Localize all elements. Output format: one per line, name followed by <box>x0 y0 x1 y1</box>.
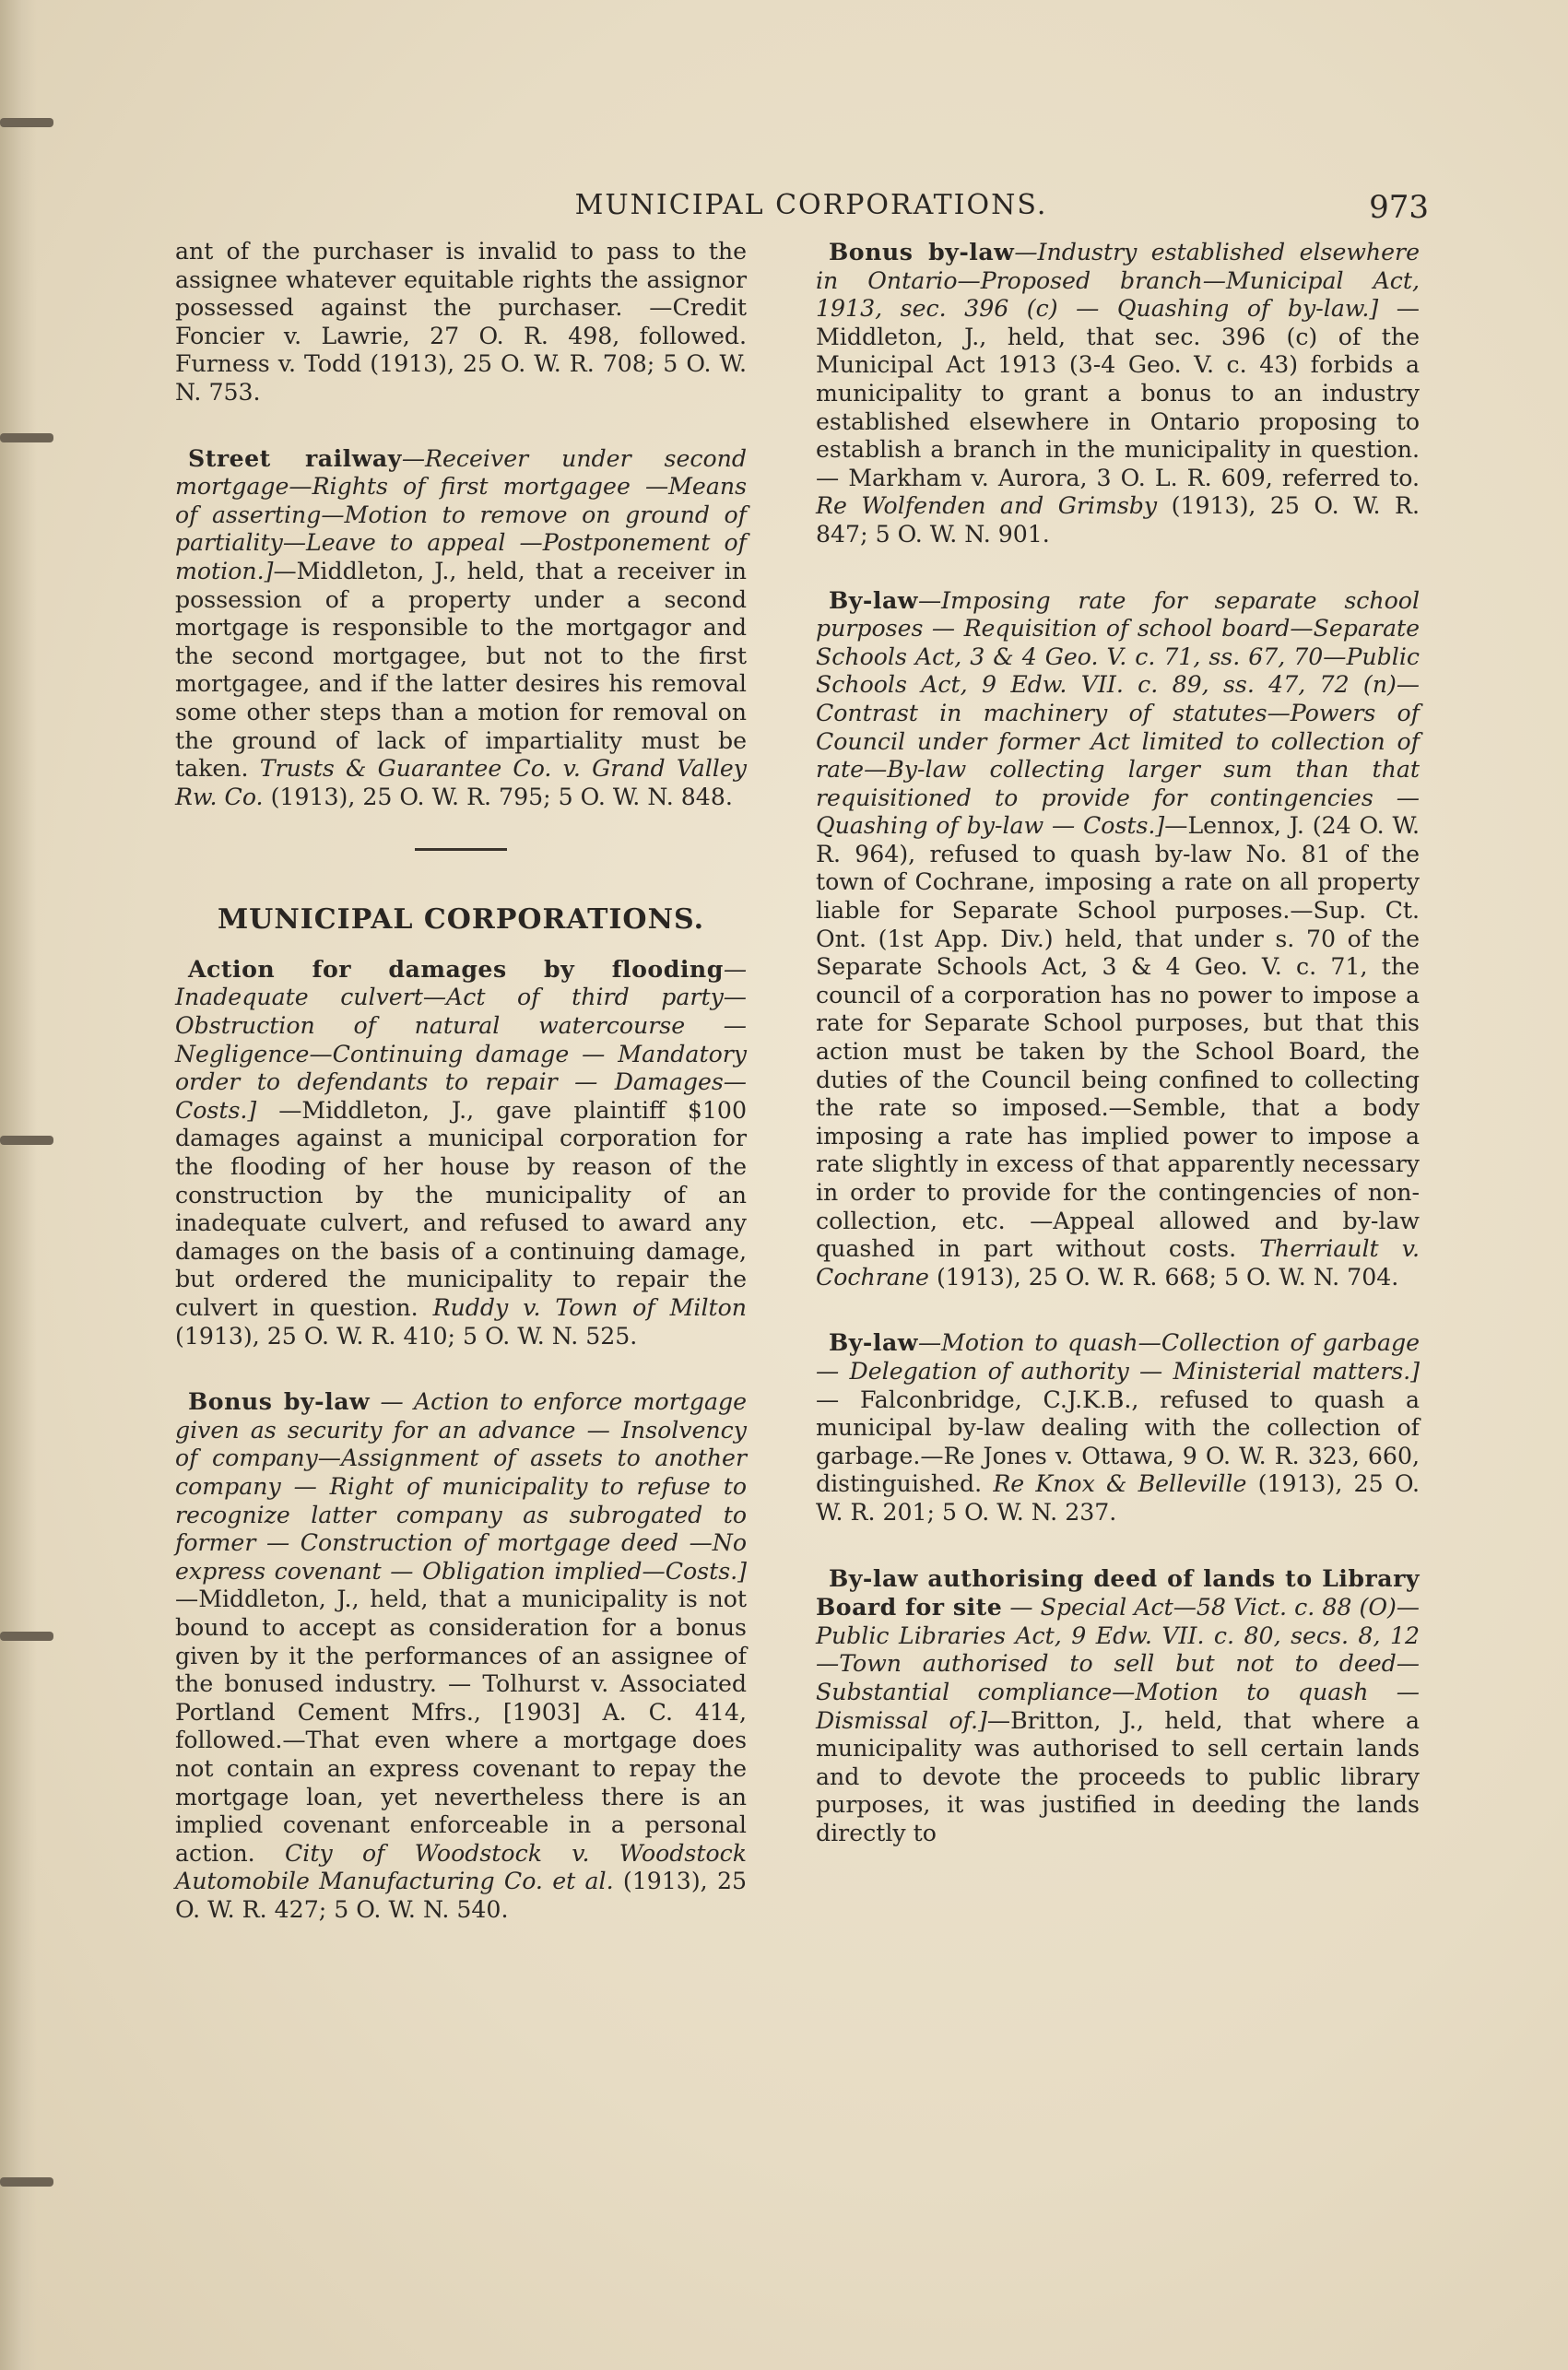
right-column <box>816 238 1420 1884</box>
case-name: Therriault v. Cochrane <box>816 1235 1420 1291</box>
case-citation: (1913), 25 O. W. R. 847; 5 O. W. N. 901. <box>816 492 1420 548</box>
page-number: 973 <box>1369 189 1429 226</box>
binding-stitch <box>0 433 53 442</box>
entry-body: — Middleton, J., held, that sec. 396 (c) of the Municipal Act 1913 (3-4 Geo. V. c. 43) forbids a municipality to grant a bonus to an industry established elsewhere in Ontario proposing to establish a branch in the municipality in question. — Markham v. Aurora, 3 O. L. R. 609, referred to. <box>816 295 1420 491</box>
case-citation: (1913), 25 O. W. R. 410; 5 O. W. N. 525. <box>175 1322 638 1350</box>
entry-subject: —Motion to quash—Collection of garbage — Delegation of authority — Ministerial matters.] <box>816 1329 1420 1385</box>
case-citation: (1913), 25 O. W. R. 201; 5 O. W. N. 237. <box>816 1470 1420 1526</box>
entry-text: ant of the purchaser is invalid to pass to the assignee whatever equitable rights the assignor possessed against the purchaser. —Credit Foncier v. Lawrie, 27 O. R. 498, followed. Furness v. Todd (1913), 25 O. W. R. 708; 5 O. W. N. 753. <box>175 238 747 406</box>
binding-stitch <box>0 118 53 127</box>
binding-stitch <box>0 2177 53 2187</box>
entry-subject: — Special Act—58 Vict. c. 88 (O)—Public Libraries Act, 9 Edw. VII. c. 80, secs. 8, 12—Town authorised to sell but not to deed—Substantial compliance—Motion to quash —Dismissal of.] <box>816 1594 1420 1734</box>
entry-subject: —Imposing rate for separate school purposes — Requisition of school board—Separate Schools Act, 3 & 4 Geo. V. c. 71, ss. 67, 70—Public Schools Act, 9 Edw. VII. c. 89, ss. 47, 72 (n)—Contrast in machinery of statutes—Powers of Council under former Act limited to collection of rate—By-law collecting larger sum than that requisitioned to provide for contingencies — Quashing of by-law — Costs.] <box>816 586 1420 840</box>
entry-subject: — Action to enforce mortgage given as security for an advance — Insolvency of company—Assignment of assets to another company — Right of municipality to refuse to recognize latter company as subrogated to former — Construction of mortgage deed —No express covenant — Obligation implied—Costs.] <box>175 1388 747 1585</box>
case-name: Ruddy v. Town of Milton <box>432 1294 748 1321</box>
entry-bonus-bylaw-industry <box>816 238 1420 549</box>
entry-action-for-damages <box>175 955 747 1350</box>
entry-subject: —Inadequate culvert—Act of third party—Obstruction of natural watercourse — Negligence—Continuing damage — Mandatory order to defendants to repair — Damages—Costs.] <box>175 955 747 1124</box>
entry-body: —Middleton, J., held, that a receiver in possession of a property under a second mortgage is responsible to the mortgagor and the second mortgagee, but not to the first mortgagee, and if the latter desires his removal some other steps than a motion for removal on the ground of lack of impartiality must be taken. <box>175 557 747 783</box>
book-binding <box>0 0 37 2370</box>
entry-heading: Street railway <box>188 443 402 472</box>
entry-subject: —Industry established elsewhere in Ontario—Proposed branch—Municipal Act, 1913, sec. 396 (c) — Quashing of by-law.] <box>816 239 1420 323</box>
case-citation: (1913), 25 O. W. R. 795; 5 O. W. N. 848. <box>270 783 733 810</box>
entry-bylaw-garbage <box>816 1328 1420 1527</box>
entry-heading: By-law <box>829 1328 918 1357</box>
case-citation: (1913), 25 O. W. R. 427; 5 O. W. N. 540. <box>175 1868 747 1923</box>
case-name: Trusts & Guarantee Co. v. Grand Valley Rw. Co. <box>175 755 747 810</box>
running-head: MUNICIPAL CORPORATIONS. <box>574 189 1048 221</box>
entry-body: —Lennox, J. (24 O. W. R. 964), refused to quash by-law No. 81 of the town of Cochrane, imposing a rate on all property liable for Separate School purposes.—Sup. Ct. Ont. (1st App. Div.) held, that under s. 70 of the Separate Schools Act, 3 & 4 Geo. V. c. 71, the council of a corporation has no power to impose a rate for Separate School purposes, but that this action must be taken by the School Board, the duties of the Council being confined to collecting the rate so imposed.—Semble, that a body imposing a rate has implied power to impose a rate slightly in excess of that apparently necessary in order to provide for the contingencies of non-collection, etc. —Appeal allowed and by-law quashed in part without costs. <box>816 812 1421 1263</box>
entry-bylaw-separate-school-rate <box>816 586 1420 1292</box>
left-column <box>175 238 747 1961</box>
entry-body: — Falconbridge, C.J.K.B., refused to quash a municipal by-law dealing with the collection of garbage.—Re Jones v. Ottawa, 9 O. W. R. 323, 660, distinguished. <box>816 1385 1420 1498</box>
entry-subject: —Receiver under second mortgage—Rights of first mortgagee —Means of asserting—Motion to remove on ground of partiality—Leave to appeal —Postponement of motion.] <box>175 444 747 584</box>
section-divider <box>415 848 507 851</box>
entry-body: —Middleton, J., held, that a municipality is not bound to accept as consideration for a bonus given by it the performances of an assignee of the bonused industry. — Tolhurst v. Associated Portland Cement Mfrs., [1903] A. C. 414, followed.—That even where a mortgage does not contain an express covenant to repay the mortgage loan, yet nevertheless there is an implied covenant enforceable in a personal action. <box>175 1586 747 1867</box>
case-name: Re Wolfenden and Grimsby <box>816 492 1158 520</box>
entry-body: —Britton, J., held, that where a municipality was authorised to sell certain lands and to devote the proceeds to public library purposes, it was justified in deeding the lands directly to <box>816 1706 1421 1846</box>
entry-heading: Bonus by-law <box>829 238 1015 265</box>
entry-bylaw-library-board <box>816 1564 1420 1848</box>
binding-stitch <box>0 1136 53 1145</box>
section-title: MUNICIPAL CORPORATIONS. <box>217 903 705 937</box>
binding-stitch <box>0 1632 53 1641</box>
continued-entry <box>175 238 747 407</box>
case-name: Re Knox & Belleville <box>993 1470 1247 1498</box>
entry-bonus-bylaw <box>175 1387 747 1924</box>
entry-heading: Action for damages by flooding <box>188 954 724 983</box>
entry-body: —Middleton, J., gave plaintiff $100 damages against a municipal corporation for the flooding of her house by reason of the construction by the municipality of an inadequate culvert, and refused to award any damages on the basis of a continuing damage, but ordered the municipality to repair the culvert in question. <box>175 1096 747 1321</box>
entry-heading: By-law authorising deed of lands to Library Board for site <box>816 1563 1420 1621</box>
entry-heading: By-law <box>829 585 918 614</box>
case-citation: (1913), 25 O. W. R. 668; 5 O. W. N. 704. <box>936 1263 1399 1291</box>
entry-heading: Bonus by-law <box>188 1387 371 1416</box>
entry-street-railway <box>175 444 747 812</box>
case-name: City of Woodstock v. Woodstock Automobile Manufacturing Co. et al. <box>175 1839 747 1895</box>
